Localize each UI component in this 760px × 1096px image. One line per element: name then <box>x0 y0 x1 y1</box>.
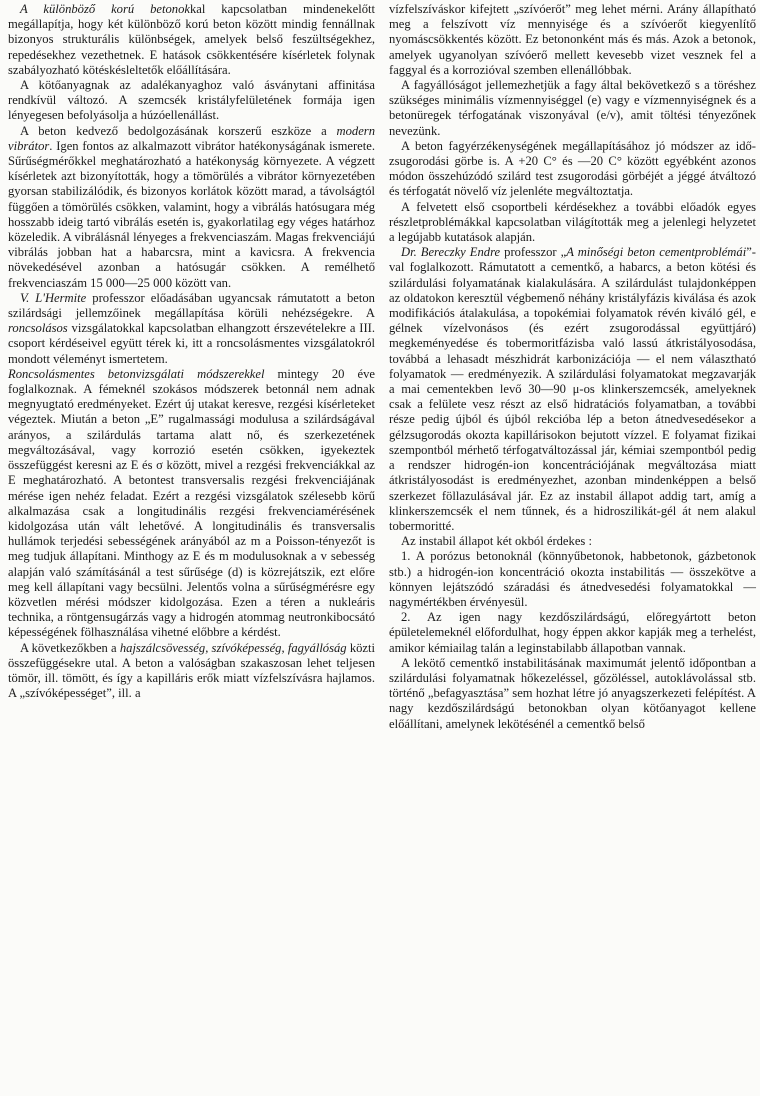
emphasis-cementproblemai: A minőségi beton cementproblémái <box>566 245 747 260</box>
paragraph-kotoanyag: A kötőanyagnak az adalékanyaghoz való ásványtani affinitása rendkívül változó. A szemcsék kristályfelületének formája igen lényegesen befolyásolja a húzóellenállást. <box>8 78 375 123</box>
list-item-1: 1. A porózus betonoknál (könnyűbetonok, habbetonok, gázbetonok stb.) a hidrogén-ion koncentráció okozta instabilitás — összekötve a könnyen lejátszódó száradási és átnedvesedési folyamatokkal — nagymértékben érvényesül. <box>389 549 756 609</box>
paragraph-betonok: A különböző korú betonokkal kapcsolatban mindenekelőtt megállapítja, hogy két különböző korú beton között mindig fennállnak bizonyos strukturális különbségek, amelyek belső feszültségekhez, repedésekhez vezethetnek. E hatások csökkentésére kísérletek folynak szabályozható kötéskésleltetők előállítására. <box>8 2 375 77</box>
emphasis-lhermite: V. L'Hermite <box>20 290 87 305</box>
emphasis-bereczky: Dr. Bereczky Endre <box>401 245 501 260</box>
emphasis-roncsolasos: roncsolásos <box>8 321 68 336</box>
emphasis-betonok: A különböző korú betonok <box>20 2 190 16</box>
emphasis-vibrator: modern vibrátor <box>8 123 375 153</box>
emphasis-hajszalcsovesseg: hajszálcsövesség, szívóképesség, fagyállóság <box>119 640 347 655</box>
paragraph-vibrator: A beton kedvező bedolgozásának korszerű eszköze a modern vibrátor. Igen fontos az alkalmazott vibrátor hatékonyságának ismerete. Sűrűségmérőkkel meghatározható a hatékonyság környezete. A végzett kísérletek azt bizonyították, hogy a tömörülés a vibrátor környezetében gyorsan stabilizálódik, és bizonyos korlátok között marad, a távolságtól függően a tömörülés csökken, valamint, hogy a vibrálás hatósugara még hosszabb ideig tartó vibrálás esetén is, gyakorlatilag egy véges határhoz közeledik. A vibrálásnál lényeges a frekvenciaszám. Magas frekvenciájú vibrálás jobban hat a habarcsra, mint a kavicsra. A frekvencia növekedésével azonban a hatósugár csökken. A remélhető frekvenciaszám 15 000—25 000 között van. <box>8 123 375 290</box>
paragraph-bereczky: Dr. Bereczky Endre professzor „A minőségi beton cementproblémái”-val foglalkozott. Rámutatott a cementkő, a habarcs, a beton kötési és szilárdulási folyamatának kialakulására. A szilárdulást tulajdonképpen az oldatokon keresztül végbemenő néhány kristályfázis kiválása és azok modifikációs átalakulása, a topokémiai folyamatok révén kiváló gél, e gélnek vízelvonásos (és ezért zsugorodással együttjáró) megkeményedése és tobermoritfázisba való lassú átkristályosodása, továbbá a lehasadt mészhidrát karbonizációja — el nem választható folyamatok — eredményezik. A szilárdulási folyamatokat megzavarják a mai cementekben levő 30—90 μ-os klinkerszemcsék, amelyeknek csak a felülete vesz részt az első hidratációs folyamatban, a további része pedig újból és újból rekcióba lép a beton átnedvesedésekor a gélzsugorodás okozta kapillárisokon bejutott vízzel. E folyamat fizikai szempontból mérhető térfogatváltozással jár, kémiai szempontból pedig a rendszer hidrogén-ion koncentrációjának megváltozása miatt átkristályosodást is eredményezhet, azonban mindenképpen a belső szerkezet föllazulásával jár. Ez az instabil állapot addig tart, amíg a klinkerszemcsék el nem tűnnek, és a hidroszilikát-gél át nem alakul tobermoritté. <box>389 245 756 533</box>
right-column <box>389 2 756 1096</box>
left-column <box>8 2 375 1096</box>
paragraph-instabil: Az instabil állapot két okból érdekes : <box>401 534 592 549</box>
paragraph-roncsolasmentes: Roncsolásmentes betonvizsgálati módszerekkel mintegy 20 éve foglalkoznak. A fémeknél szokásos módszerek betonnál nem adnak megnyugtató eredményeket. Ezért új utakat keresve, rezgési kísérleteket végeztek. Miután a beton „E” rugalmassági modulusa a szilárdságával arányos, a szilárdulás tartama alatt nő, és szerkezetének megváltozásával, vagy korrozió esetén csökken, igyekeztek összefüggést keresni az E és σ között, mivel a rezgési frekvenciákkal az E meghatározható. A betontest transversalis rezgési frekvenciájának mérése igen nehéz feladat. Ezért a rezgési vizsgálatok szélesebb körű alkalmazása csak a longitudinális rezgési frekvenciamérésének kidolgozása után vált lehetővé. A longitudinális és transversalis hullámok terjedési sebességének arányából az m a Poisson-tényezőt is meg tudjuk állapítani. Minthogy az E és m modulusoknak a v sebesség alapján való számításánál a test sűrűsége (d) is közrejátszik, ezt előre meg kell állapítani vagy becsülni. Jelentős volna a sűrűségmérésre egy közvetlen mérési módszer kidolgozása. Ezen a téren a nukleáris technika, a röntgensugárzás vagy a hidrogén atommag neutronkibocsátó képességének fölhasználása vihetné előbbre a kérdést. <box>8 366 375 640</box>
paragraph-hajszalcsovesseg: A következőkben a hajszálcsövesség, szívóképesség, fagyállóság közti összefüggésekre utal. A beton a valóságban szakaszosan lehet teljesen tömör, ill. tömött, és így a kapilláris erők miatt vízfelszívásra hajlamos. A „szívóképességet”, ill. a <box>8 640 375 701</box>
paragraph-lekoto-cementko: A lekötő cementkő instabilitásának maximumát jelentő időpontban a szilárdulási folyamatnak hőkezeléssel, gőzöléssel, autoklávolással stb. történő „befagyasztása” sem hozhat létre jó anyagszerkezeti felépítést. A nagy kezdőszilárdságú betonokban olyan kötőanyagot kellene előállítani, amelynek lekötésénél a cementkő belső <box>389 655 756 731</box>
paragraph-fagyerzekenyseg: A beton fagyérzékenységének megállapításához jó módszer az idő-zsugorodási görbe is. A +20 C° és —20 C° között egyébként azonos módon összehúzódó szilárd test zsugorodási görbéjét a jéggé átváltozó és térfogatát növelő víz jelenléte megváltoztatja. <box>389 138 756 199</box>
paragraph-fagyallosag: A fagyállóságot jellemezhetjük a fagy által bekövetkező s a töréshez szükséges minimális vízmennyiséggel (e) vagy e vízmennyiségnek és a betonüregek térfogatának viszonyával (e/v), amit töltési tényezőnek nevezünk. <box>389 78 756 138</box>
list-item-2: 2. Az igen nagy kezdőszilárdságú, előregyártott beton épületelemeknél előfordulhat, hogy éppen akkor kapják meg a terhelést, amikor kémiailag talán a leginstabilabb állapotban vannak. <box>389 610 756 655</box>
emphasis-roncsolasmentes: Roncsolásmentes betonvizsgálati módszerekkel <box>8 366 265 381</box>
paragraph-szivoero: vízfelszíváskor kifejtett „szívóerőt” meg lehet mérni. Arány állapítható meg a felszívott víz mennyisége és a szívóerőt kiegyenlítő nyomáscsökkentés között. Ez betononként más és más. Azok a betonok, amelyek ugyanolyan szívóerő mellett kevesebb vizet vesznek fel a faggyal és a korrozióval szemben ellenállóbbak. <box>389 2 756 77</box>
paragraph-elso-csoport: A felvetett első csoportbeli kérdésekhez a további előadók egyes részletproblémákkal kapcsolatban világították meg a jelenlegi helyzetet a legújabb kutatások alapján. <box>389 199 756 245</box>
paragraph-lhermite: V. L'Hermite professzor előadásában ugyancsak rámutatott a beton szilárdsági jellemzőinek megállapítása körüli nehézségekre. A roncsolásos vizsgálatokkal kapcsolatban elhangzott érszevételekre a III. csoport kérdéseivel együtt térek ki, itt a roncsolásmentes vizsgálatokról mondott véleményt ismertetem. <box>8 290 375 366</box>
